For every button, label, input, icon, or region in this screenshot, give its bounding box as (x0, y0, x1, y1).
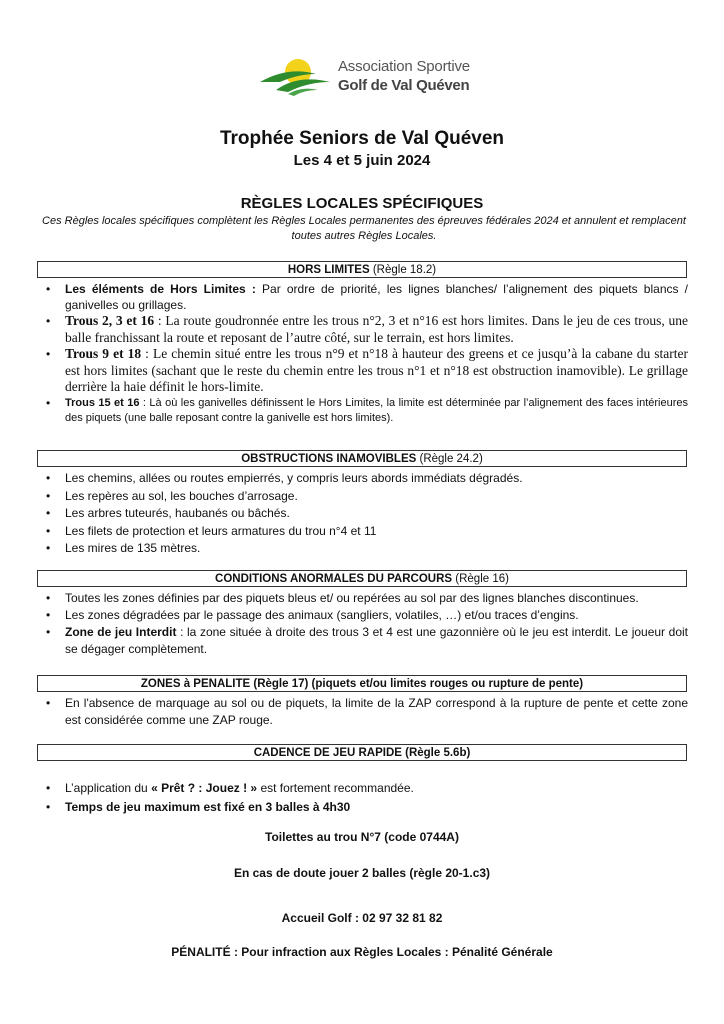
item-text: Toutes les zones définies par des piquets bleus et/ ou repérées au sol par des lignes blanches discontinues. (65, 591, 639, 605)
golf-swoosh-icon (258, 52, 336, 102)
conditions-list (38, 590, 688, 658)
list-item: • Les éléments de Hors Limites : Par ordre de priorité, les lignes blanches/ l’alignement des piquets blancs / ganivelles ou grillages. (46, 282, 688, 312)
section-rule: (Règle 24.2) (419, 453, 483, 465)
item-lead: Trous 15 et 16 (65, 396, 140, 409)
list-item: • Les zones dégradées par le passage des animaux (sangliers, volatiles, …) et/ou traces d’engins. (46, 608, 579, 622)
item-text: Temps de jeu maximum est fixé en 3 balles à 4h30 (65, 800, 351, 814)
logo-line-2: Golf de Val Quéven (338, 77, 470, 94)
item-text: : Le chemin situé entre les trous n°9 et n°18 à hauteur des greens et ce jusqu’à la cabane du starter est hors limites (sachant que le reste du chemin entre les trous n°1 et n°18 est obstruction inamovible). Le grillage derrière la haie définit le hors-limite. (65, 346, 689, 394)
page-title: Trophée Seniors de Val Quéven (219, 128, 505, 149)
section-title: ZONES à PENALITE (Règle 17) (piquets et/ou limites rouges ou rupture de pente) (140, 678, 584, 690)
list-item: • En l'absence de marquage au sol ou de piquets, la limite de la ZAP correspond à la rupture de pente et cette zone est considérée comme une ZAP rouge. (46, 696, 688, 727)
item-lead: « Prêt ? : Jouez ! » (151, 781, 258, 795)
event-dates: Les 4 et 5 juin 2024 (293, 152, 431, 169)
section-title: HORS LIMITES (287, 264, 370, 276)
section-obstructions-header (37, 450, 687, 467)
item-text: Les repères au sol, les bouches d’arrosage. (65, 488, 298, 503)
list-item: • Zone de jeu Interdit : la zone située à droite des trous 3 et 4 est une gazonnière où le jeu est interdit. Le joueur doit se dégager complètement. (46, 625, 689, 656)
item-text: L’application du (65, 781, 152, 795)
item-text: Les zones dégradées par le passage des animaux (sangliers, volatiles, …) et/ou traces d’engins. (65, 608, 579, 622)
section-title: OBSTRUCTIONS INAMOVIBLES (241, 453, 417, 465)
list-item: • Les arbres tuteurés, haubanés ou bâchés. (46, 506, 290, 520)
list-item: • Temps de jeu maximum est fixé en 3 balles à 4h30 (46, 800, 351, 814)
list-item: • Les filets de protection et leurs armatures du trou n°4 et 11 (46, 523, 377, 538)
penalite-info: PÉNALITÉ : Pour infraction aux Règles Locales : Pénalité Générale (171, 945, 553, 959)
association-logo (258, 52, 488, 102)
item-text: En l'absence de marquage au sol ou de piquets, la limite de la ZAP correspond à la rupture de pente et cette zone est considérée comme une ZAP rouge. (65, 696, 688, 727)
logo-line-1: Association Sportive (338, 58, 470, 75)
section-hors-limites-header (37, 261, 687, 278)
toilettes-info: Toilettes au trou N°7 (code 0744A) (265, 830, 459, 844)
section-cadence-header (37, 744, 687, 761)
item-text: Les filets de protection et leurs armatures du trou n°4 et 11 (65, 523, 377, 538)
rules-heading: RÈGLES LOCALES SPÉCIFIQUES (240, 195, 484, 212)
section-title: CADENCE DE JEU RAPIDE (Règle 5.6b) (253, 747, 471, 759)
list-item: • Trous 9 et 18 : Le chemin situé entre les trous n°9 et n°18 à hauteur des greens et ce jusqu’à la cabane du starter est hors limites (sachant que le reste du chemin entre les trous n°1 et n°18 est obstruction inamovible). Le grillage derrière la haie définit le hors-limite. (46, 346, 689, 394)
item-lead: Trous 2, 3 et 16 (65, 313, 155, 328)
cadence-list (38, 779, 688, 817)
obstructions-list (38, 470, 688, 558)
intro-text: Ces Règles locales spécifiques complètent les Règles Locales permanentes des épreuves fédérales 2024 et annulent et remplacent toutes autres Règles Locales. (42, 215, 686, 242)
item-text: : La route goudronnée entre les trous n°2, 3 et n°16 est hors limites. Dans le jeu de ces trous, une balle franchissant la route et reposant de l’autre côté, sur le terrain, est hors limites. (65, 313, 689, 345)
list-item: • Toutes les zones définies par des piquets bleus et/ ou repérées au sol par des lignes blanches discontinues. (46, 591, 639, 605)
item-text: Par ordre de priorité, les lignes blanches/ l’alignement des piquets blancs / ganivelles ou grillages. (65, 282, 688, 312)
list-item: • Trous 15 et 16 : Là où les ganivelles définissent le Hors Limites, la limite est déterminée par l’alignement des faces intérieures des piquets (une balle reposant contre la ganivelle est hors limites). (46, 395, 688, 424)
list-item: • L’application du « Prêt ? : Jouez ! » est fortement recommandée. (46, 781, 414, 795)
section-rule: (Règle 16) (455, 573, 509, 585)
list-item: • Les mires de 135 mètres. (46, 541, 201, 555)
hors-limites-list (38, 281, 688, 426)
item-lead: Les éléments de Hors Limites : (65, 282, 256, 296)
section-title: CONDITIONS ANORMALES DU PARCOURS (215, 573, 453, 585)
section-conditions-header (37, 570, 687, 587)
item-lead: Trous 9 et 18 (65, 346, 142, 361)
item-lead: Zone de jeu Interdit (65, 625, 177, 639)
list-item: • Trous 2, 3 et 16 : La route goudronnée entre les trous n°2, 3 et n°16 est hors limites. Dans le jeu de ces trous, une balle franchissant la route et reposant de l’autre côté, sur le terrain, est hors limites. (46, 313, 689, 345)
item-text: : la zone située à droite des trous 3 et 4 est une gazonnière où le jeu est interdit. Le joueur doit se dégager complètement. (65, 625, 689, 656)
doute-info: En cas de doute jouer 2 balles (règle 20-1.c3) (233, 866, 491, 880)
item-text: : Là où les ganivelles définissent le Hors Limites, la limite est déterminée par l’alignement des faces intérieures des piquets (une balle reposant contre la ganivelle est hors limites). (65, 396, 688, 424)
list-item: • Les chemins, allées ou routes empierrés, y compris leurs abords immédiats dégradés. (46, 471, 523, 485)
item-text: est fortement recommandée. (257, 781, 414, 795)
section-rule: (Règle 18.2) (372, 264, 437, 276)
list-item: • Les repères au sol, les bouches d’arrosage. (46, 488, 298, 503)
accueil-info: Accueil Golf : 02 97 32 81 82 (281, 911, 443, 925)
item-text: Les arbres tuteurés, haubanés ou bâchés. (65, 506, 290, 520)
item-text: Les chemins, allées ou routes empierrés, y compris leurs abords immédiats dégradés. (65, 471, 523, 485)
zones-list (38, 695, 688, 729)
item-text: Les mires de 135 mètres. (65, 541, 201, 555)
section-zones-header (37, 675, 687, 692)
